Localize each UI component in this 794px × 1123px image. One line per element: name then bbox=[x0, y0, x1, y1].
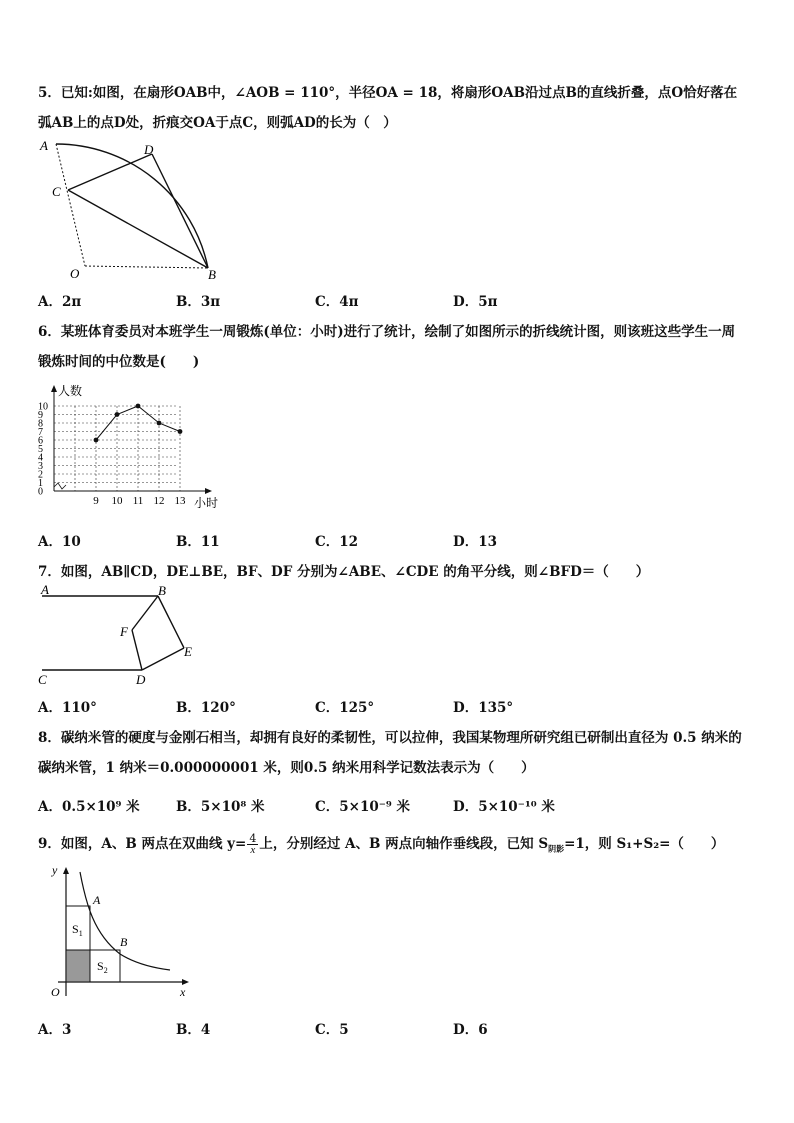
q8-option-d[interactable]: D．5×10⁻¹⁰ 米 bbox=[453, 799, 555, 815]
q9-figure bbox=[36, 864, 206, 1004]
q5-label-C: C bbox=[52, 184, 61, 199]
q6-option-b[interactable]: B．11 bbox=[176, 534, 220, 550]
y-tick-label: 7 bbox=[38, 427, 43, 438]
q7-stem-line1: 7．如图，AB∥CD，DE⊥BE，BF、DF 分别为∠ABE、∠CDE 的角平分线，则∠BFD＝（ ） bbox=[38, 564, 650, 580]
q6-stem-line1: 6．某班体育委员对本班学生一周锻炼(单位：小时)进行了统计，绘制了如图所示的折线统计图，则该班这些学生一周 bbox=[38, 324, 736, 340]
q6-line-chart bbox=[34, 383, 224, 511]
q7-line-BF bbox=[132, 596, 158, 630]
q7-options bbox=[38, 696, 760, 716]
q7-line-BE bbox=[158, 596, 184, 648]
q9-label-x: x bbox=[180, 985, 186, 999]
q5-label-A: A bbox=[40, 138, 48, 153]
q9-stem-part1: 9．如图，A、B 两点在双曲线 y= bbox=[38, 836, 247, 852]
q9-option-b[interactable]: B．4 bbox=[176, 1022, 211, 1038]
q5-label-B: B bbox=[208, 267, 216, 280]
q5-option-c[interactable]: C．4π bbox=[315, 294, 359, 310]
x-tick-label: 9 bbox=[93, 495, 99, 507]
q9-label-y: y bbox=[52, 864, 58, 877]
q9-label-S1-sub: 1 bbox=[78, 929, 83, 938]
y-tick-label: 2 bbox=[38, 469, 43, 481]
y-tick-label: 5 bbox=[38, 444, 43, 455]
q9-stem-part3: =1，则 S₁+S₂=（ ） bbox=[564, 836, 725, 852]
q9-label-S2-sub: 2 bbox=[103, 966, 108, 975]
q7-option-b[interactable]: B．120° bbox=[176, 700, 236, 716]
q7-line-FD bbox=[132, 630, 142, 670]
chart-ylabel: 人数 bbox=[58, 384, 83, 398]
q9-fraction-numerator: 4 bbox=[249, 832, 257, 845]
chart-xlabel: 小时 bbox=[194, 496, 219, 510]
y-axis-arrow bbox=[51, 385, 57, 392]
x-tick-label: 11 bbox=[132, 495, 144, 507]
q6-option-d[interactable]: D．13 bbox=[453, 534, 497, 550]
q9-shaded-region bbox=[66, 950, 90, 982]
q9-label-S1 bbox=[72, 922, 83, 938]
q7-option-c[interactable]: C．125° bbox=[315, 700, 375, 716]
data-point bbox=[136, 404, 141, 409]
question-9 bbox=[38, 829, 760, 864]
q8-option-b[interactable]: B．5×10⁸ 米 bbox=[176, 799, 265, 815]
question-7 bbox=[38, 557, 760, 587]
q5-label-D: D bbox=[144, 142, 154, 157]
q7-option-d[interactable]: D．135° bbox=[453, 700, 514, 716]
x-tick-label: 10 bbox=[111, 495, 123, 507]
x-axis-arrow bbox=[205, 488, 212, 494]
y-tick-label: 8 bbox=[38, 418, 43, 430]
q5-line-CD bbox=[68, 154, 152, 190]
y-tick-label: 4 bbox=[38, 452, 43, 464]
q9-option-a[interactable]: A．3 bbox=[38, 1022, 72, 1038]
q7-figure bbox=[36, 584, 206, 688]
q6-option-a[interactable]: A．10 bbox=[38, 534, 81, 550]
q6-stem-line2: 锻炼时间的中位数是( ) bbox=[38, 354, 200, 370]
q8-option-a[interactable]: A．0.5×10⁹ 米 bbox=[38, 799, 140, 815]
q6-options bbox=[38, 530, 760, 550]
q5-line-CB bbox=[68, 190, 208, 268]
q8-stem-line1: 8．碳纳米管的硬度与金刚石相当，却拥有良好的柔韧性，可以拉伸，我国某物理所研究组已研制出直径为 0.5 纳米的 bbox=[38, 730, 742, 746]
question-8 bbox=[38, 723, 760, 783]
q5-dotted-OA bbox=[56, 144, 85, 266]
q5-line-DB bbox=[152, 154, 208, 268]
q7-label-C: C bbox=[38, 672, 47, 687]
q9-fraction-denominator: x bbox=[250, 844, 256, 856]
question-5 bbox=[38, 78, 760, 138]
q7-label-E: E bbox=[184, 644, 192, 659]
q9-stem-line1 bbox=[38, 829, 760, 864]
q9-shaded-subscript: 阴影 bbox=[548, 843, 565, 854]
x-tick-label: 13 bbox=[174, 495, 186, 507]
q7-option-a[interactable]: A．110° bbox=[38, 700, 97, 716]
q5-options bbox=[38, 290, 760, 310]
q8-stem-line2: 碳纳米管，1 纳米＝0.000000001 米，则0.5 纳米用科学记数法表示为（ ） bbox=[38, 760, 535, 776]
q5-dotted-OB bbox=[85, 266, 208, 268]
q9-fraction bbox=[247, 833, 258, 856]
y-tick-label: 10 bbox=[38, 401, 48, 413]
q9-label-S1-letter: S bbox=[72, 922, 79, 936]
q5-option-b[interactable]: B．3π bbox=[176, 294, 221, 310]
q5-option-a[interactable]: A．2π bbox=[38, 294, 82, 310]
data-point bbox=[157, 421, 162, 426]
y-tick-label: 1 bbox=[38, 478, 43, 489]
q7-line-ED bbox=[142, 648, 184, 670]
data-point bbox=[178, 429, 183, 434]
y-tick-label: 9 bbox=[38, 410, 43, 421]
q6-option-c[interactable]: C．12 bbox=[315, 534, 359, 550]
y-tick-label: 0 bbox=[38, 486, 43, 498]
y-tick-label: 3 bbox=[38, 461, 43, 472]
q9-hyperbola bbox=[80, 872, 170, 970]
q5-stem-line2: 弧AB上的点D处，折痕交OA于点C，则弧AD的长为（ ） bbox=[38, 115, 397, 131]
q7-label-D: D bbox=[136, 672, 146, 687]
q7-label-A: A bbox=[41, 584, 49, 597]
q9-label-B: B bbox=[120, 935, 128, 949]
q8-option-c[interactable]: C．5×10⁻⁹ 米 bbox=[315, 799, 410, 815]
data-point bbox=[94, 438, 99, 443]
q9-label-O: O bbox=[51, 985, 60, 999]
q5-option-d[interactable]: D．5π bbox=[453, 294, 498, 310]
q5-stem-line1: 5．已知:如图，在扇形OAB中，∠AOB = 110°，半径OA = 18，将扇形OAB沿过点B的直线折叠，点O恰好落在 bbox=[38, 85, 738, 101]
y-tick-label: 6 bbox=[38, 435, 43, 447]
data-point bbox=[115, 412, 120, 417]
q7-label-F: F bbox=[120, 624, 128, 639]
question-6 bbox=[38, 317, 760, 377]
q9-label-A: A bbox=[93, 893, 101, 907]
q9-label-S2 bbox=[97, 959, 108, 975]
q9-label-S2-letter: S bbox=[97, 959, 104, 973]
axis-break-mark bbox=[54, 483, 66, 489]
x-tick-label: 12 bbox=[153, 495, 165, 507]
q7-label-B: B bbox=[158, 584, 166, 598]
q5-label-O: O bbox=[70, 266, 80, 280]
q5-figure bbox=[38, 138, 228, 280]
q9-y-axis-arrow bbox=[63, 867, 69, 874]
q9-option-c[interactable]: C．5 bbox=[315, 1022, 349, 1038]
q9-options bbox=[38, 1018, 760, 1038]
q8-options bbox=[38, 795, 760, 815]
q9-stem-part2: 上，分别经过 A、B 两点向轴作垂线段，已知 S bbox=[259, 836, 549, 852]
q9-option-d[interactable]: D．6 bbox=[453, 1022, 488, 1038]
